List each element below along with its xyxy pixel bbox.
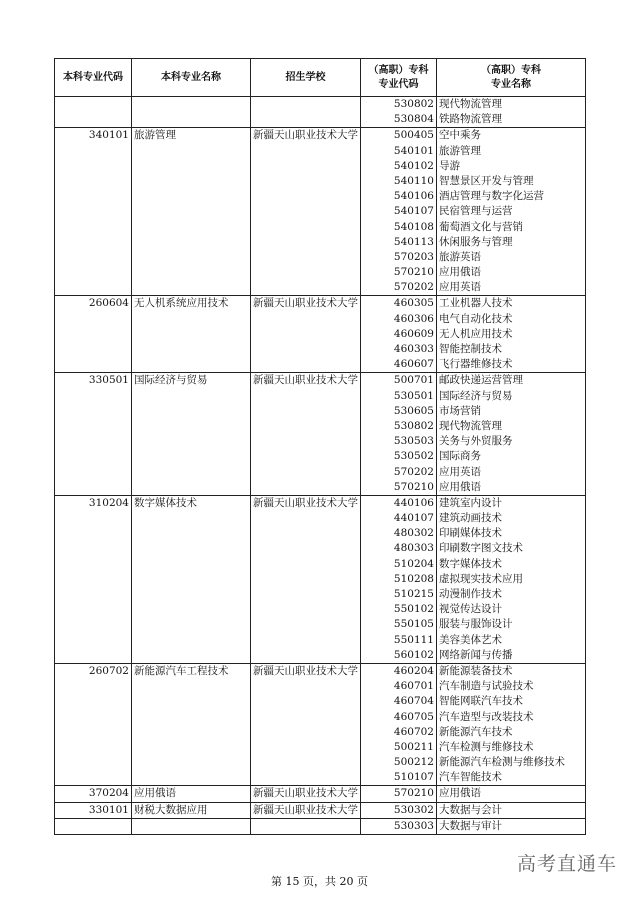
vocational-code: 440107: [393, 512, 434, 525]
undergrad-code-cell: [55, 818, 132, 834]
undergrad-name-cell: 旅游管理: [132, 128, 251, 296]
vocational-code: 480302: [393, 527, 434, 540]
vocational-code: 500405: [393, 129, 434, 142]
vocational-code-cell: [361, 663, 437, 786]
vocational-code: 460705: [393, 710, 434, 723]
vocational-code: 560102: [393, 648, 434, 661]
vocational-code: 570210: [393, 480, 434, 493]
vocational-code: 440106: [393, 496, 434, 509]
vocational-name: 无人机应用技术: [439, 327, 513, 340]
vocational-code: 510215: [393, 588, 434, 600]
vocational-code: 500212: [393, 756, 434, 769]
vocational-name: 现代物流管理: [439, 419, 502, 432]
table-header-row: [55, 59, 586, 97]
vocational-code: 500701: [393, 374, 434, 387]
vocational-code-cell: [361, 128, 437, 296]
vocational-name: 动漫制作技术: [439, 588, 502, 600]
school-cell: 新疆天山职业技术大学: [251, 296, 361, 373]
school-cell: 新疆天山职业技术大学: [251, 802, 361, 818]
vocational-code: 460305: [393, 297, 434, 310]
vocational-name: 新能源汽车技术: [439, 725, 513, 738]
vocational-name-cell: [437, 495, 586, 663]
vocational-name: 大数据与审计: [439, 819, 502, 832]
header-vocational-code: [361, 59, 437, 97]
vocational-code: 540106: [393, 190, 434, 203]
school-cell: 新疆天山职业技术大学: [251, 786, 361, 802]
undergrad-code-cell: 330501: [55, 373, 132, 496]
vocational-name: 印刷媒体技术: [439, 527, 502, 540]
undergrad-name-cell: 国际经济与贸易: [132, 373, 251, 496]
vocational-name: 休闲服务与管理: [439, 235, 513, 248]
vocational-code: 480303: [393, 542, 434, 555]
vocational-code: 570203: [393, 250, 434, 263]
undergrad-code-cell: [55, 97, 132, 128]
vocational-name: 现代物流管理: [439, 98, 502, 110]
vocational-name: 葡萄酒文化与营销: [439, 220, 523, 233]
vocational-name: 工业机器人技术: [439, 297, 513, 310]
vocational-code: 540108: [393, 220, 434, 233]
vocational-name: 应用英语: [439, 281, 481, 294]
header-school: 招生学校: [251, 59, 361, 97]
header-vocational-name-line2: 专业名称: [491, 78, 531, 90]
page-footer: 第 15 页，共 20 页: [271, 875, 368, 888]
watermark-text: 高考直通车: [516, 853, 617, 875]
vocational-code: 540113: [393, 235, 434, 248]
vocational-name: 汽车造型与改装技术: [439, 710, 534, 723]
vocational-name: 应用英语: [439, 465, 481, 478]
vocational-name: 旅游管理: [439, 144, 481, 157]
table-row: [55, 663, 586, 786]
table-row: [55, 97, 586, 128]
vocational-code: 540110: [393, 174, 434, 187]
vocational-code: 460303: [393, 343, 434, 355]
vocational-code: 540102: [393, 159, 434, 172]
vocational-name-cell: [437, 802, 586, 818]
vocational-name: 市场营销: [439, 404, 481, 417]
vocational-name: 民宿管理与运营: [439, 205, 513, 218]
header-undergrad-name: 本科专业名称: [132, 59, 251, 97]
undergrad-code-cell: 310204: [55, 495, 132, 663]
major-mapping-table: [54, 58, 586, 835]
vocational-name: 导游: [439, 159, 460, 172]
school-cell: 新疆天山职业技术大学: [251, 663, 361, 786]
vocational-name: 智能控制技术: [439, 343, 502, 355]
vocational-code: 510204: [393, 557, 434, 570]
undergrad-name-cell: 财税大数据应用: [132, 802, 251, 818]
vocational-code: 460702: [393, 725, 434, 738]
vocational-code: 570202: [393, 465, 434, 478]
vocational-name: 美容美体艺术: [439, 633, 502, 646]
vocational-code-cell: [361, 373, 437, 496]
undergrad-name-cell: 应用俄语: [132, 786, 251, 802]
vocational-code: 510107: [393, 771, 434, 784]
vocational-name-cell: [437, 786, 586, 802]
table-row: [55, 373, 586, 496]
vocational-code: 570210: [393, 266, 434, 279]
header-vocational-code-line2: 专业代码: [378, 78, 419, 90]
vocational-name-cell: [437, 97, 586, 128]
vocational-name: 虚拟现实技术应用: [439, 572, 523, 585]
vocational-name: 建筑动画技术: [439, 512, 502, 525]
vocational-code: 530501: [393, 389, 434, 402]
undergrad-code-cell: 330101: [55, 802, 132, 818]
vocational-name: 关务与外贸服务: [439, 435, 513, 448]
vocational-name: 汽车智能技术: [439, 771, 502, 784]
vocational-code: 460704: [393, 695, 434, 708]
vocational-name: 大数据与会计: [439, 803, 502, 816]
vocational-name: 邮政快递运营管理: [439, 374, 523, 387]
vocational-name-cell: [437, 663, 586, 786]
school-cell: 新疆天山职业技术大学: [251, 373, 361, 496]
vocational-name-cell: [437, 296, 586, 373]
table-row: [55, 495, 586, 663]
vocational-code: 540107: [393, 205, 434, 218]
vocational-code: 530802: [393, 419, 434, 432]
undergrad-name-cell: [132, 818, 251, 834]
school-cell: 新疆天山职业技术大学: [251, 128, 361, 296]
vocational-name: 智能网联汽车技术: [439, 695, 523, 708]
vocational-code: 530802: [393, 98, 434, 110]
vocational-code: 570202: [393, 281, 434, 294]
vocational-name: 新能源汽车检测与维修技术: [439, 756, 565, 769]
vocational-name: 应用俄语: [439, 480, 481, 493]
table-row: [55, 818, 586, 834]
vocational-code: 460609: [393, 327, 434, 340]
table-body: [55, 97, 586, 835]
undergrad-code-cell: 340101: [55, 128, 132, 296]
vocational-code: 530503: [393, 435, 434, 448]
vocational-name-cell: [437, 128, 586, 296]
vocational-code-cell: [361, 495, 437, 663]
vocational-name: 网络新闻与传播: [439, 648, 513, 661]
vocational-code: 550111: [393, 633, 434, 646]
vocational-code-cell: [361, 802, 437, 818]
vocational-name: 服装与服饰设计: [439, 618, 513, 631]
undergrad-code-cell: 260702: [55, 663, 132, 786]
vocational-name: 飞行器维修技术: [439, 358, 513, 371]
vocational-code-cell: [361, 97, 437, 128]
vocational-code: 500211: [393, 740, 434, 753]
vocational-name: 汽车检测与维修技术: [439, 740, 534, 753]
vocational-name: 空中乘务: [439, 129, 481, 142]
header-vocational-name-line1: （高职）专科: [481, 64, 541, 76]
vocational-name: 应用俄语: [439, 787, 481, 800]
vocational-code: 530804: [393, 113, 434, 126]
vocational-code: 550105: [393, 618, 434, 631]
vocational-name: 新能源装备技术: [439, 664, 513, 677]
header-vocational-name: [437, 59, 586, 97]
vocational-code: 570210: [393, 787, 434, 800]
vocational-code-cell: [361, 296, 437, 373]
undergrad-name-cell: [132, 97, 251, 128]
table-row: [55, 786, 586, 802]
undergrad-code-cell: 260604: [55, 296, 132, 373]
vocational-name: 酒店管理与数字化运营: [439, 190, 544, 203]
vocational-code: 540101: [393, 144, 434, 157]
table-row: [55, 128, 586, 296]
school-cell: [251, 818, 361, 834]
vocational-code: 460701: [393, 680, 434, 693]
undergrad-name-cell: 数字媒体技术: [132, 495, 251, 663]
school-cell: [251, 97, 361, 128]
vocational-code: 460306: [393, 312, 434, 325]
vocational-name: 数字媒体技术: [439, 557, 502, 570]
vocational-name: 铁路物流管理: [439, 113, 502, 126]
header-vocational-code-line1: （高职）专科: [368, 64, 429, 76]
vocational-name-cell: [437, 818, 586, 834]
vocational-code-cell: [361, 786, 437, 802]
vocational-code: 530303: [393, 819, 434, 832]
vocational-code: 460204: [393, 664, 434, 677]
vocational-name: 智慧景区开发与管理: [439, 174, 534, 187]
vocational-name: 汽车制造与试验技术: [439, 680, 534, 693]
vocational-code: 530605: [393, 404, 434, 417]
table-row: [55, 296, 586, 373]
vocational-code: 530302: [393, 803, 434, 816]
undergrad-code-cell: 370204: [55, 786, 132, 802]
vocational-name: 国际商务: [439, 450, 481, 463]
undergrad-name-cell: 无人机系统应用技术: [132, 296, 251, 373]
vocational-code: 460607: [393, 358, 434, 371]
vocational-name: 印刷数字图文技术: [439, 542, 523, 555]
undergrad-name-cell: 新能源汽车工程技术: [132, 663, 251, 786]
vocational-code: 530502: [393, 450, 434, 463]
vocational-name: 视觉传达设计: [439, 603, 502, 616]
vocational-name: 旅游英语: [439, 250, 481, 263]
vocational-code: 510208: [393, 572, 434, 585]
table-row: [55, 802, 586, 818]
vocational-name: 国际经济与贸易: [439, 389, 513, 402]
vocational-name: 应用俄语: [439, 266, 481, 279]
vocational-name: 电气自动化技术: [439, 312, 513, 325]
vocational-code-cell: [361, 818, 437, 834]
vocational-name-cell: [437, 373, 586, 496]
header-undergrad-code: 本科专业代码: [55, 59, 132, 97]
school-cell: 新疆天山职业技术大学: [251, 495, 361, 663]
vocational-name: 建筑室内设计: [439, 496, 502, 509]
vocational-code: 550102: [393, 603, 434, 616]
